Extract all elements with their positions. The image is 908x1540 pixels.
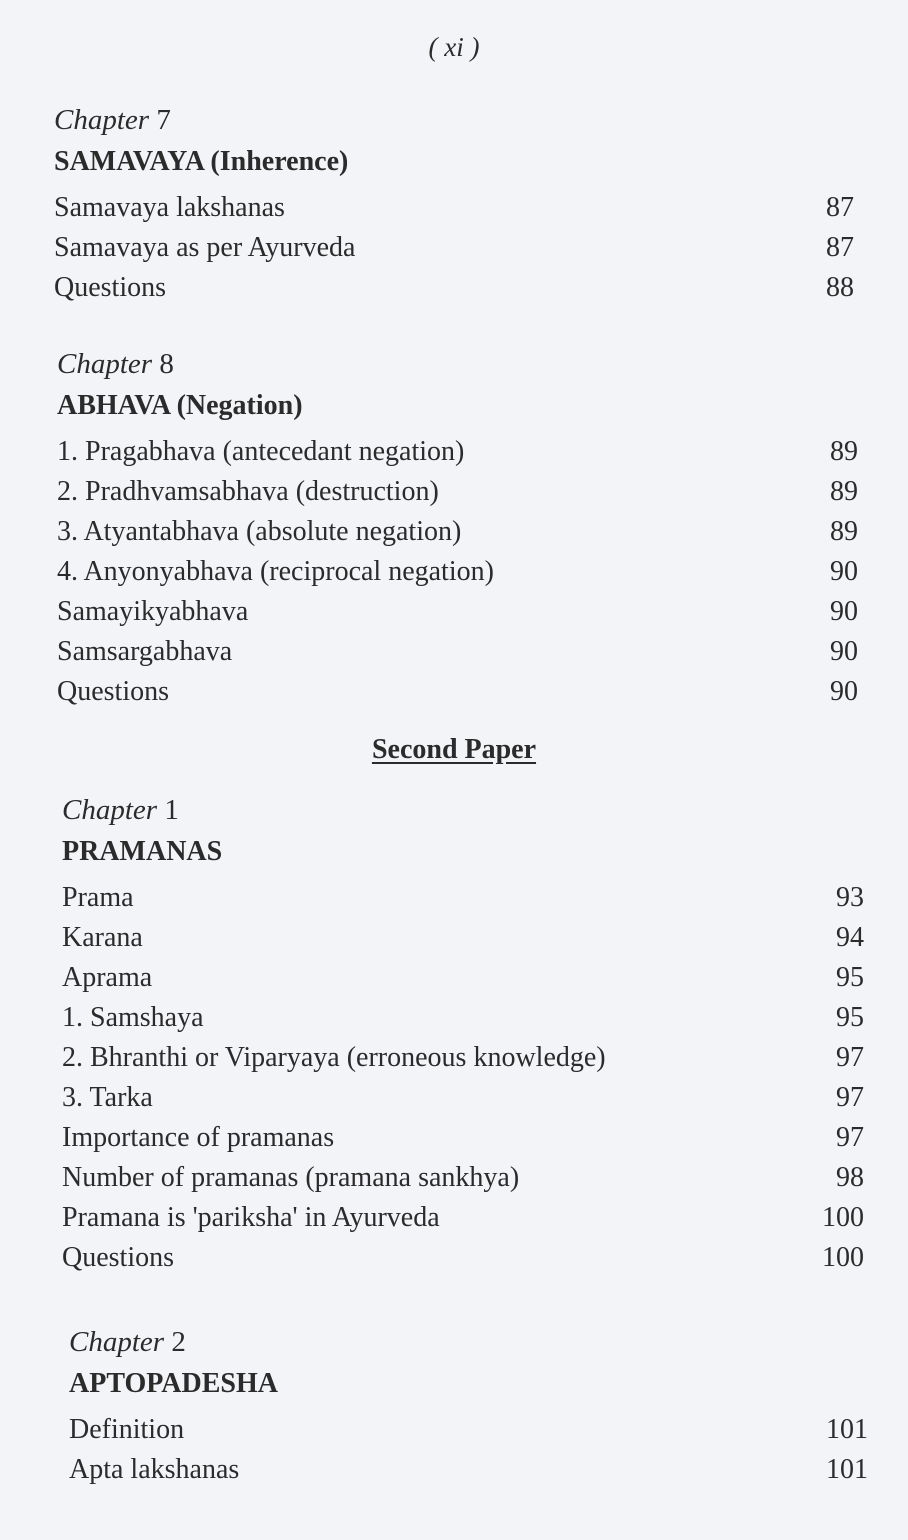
toc-entry (62, 918, 864, 958)
toc-entry-page: 97 (836, 1042, 864, 1073)
toc-entry-page: 97 (836, 1122, 864, 1153)
toc-entry-title: Samayikyabhava (57, 596, 249, 627)
toc-entry (62, 1038, 864, 1078)
toc-entry (54, 268, 854, 308)
toc-entry (57, 672, 858, 712)
chapter-word: Chapter (57, 348, 153, 380)
toc-entry-title: Pramana is 'pariksha' in Ayurveda (62, 1202, 440, 1233)
chapter-title: SAMAVAYA (Inherence) (54, 146, 349, 177)
chapter-section (69, 1322, 868, 1490)
toc-entry (69, 1410, 868, 1450)
toc-entry-page: 100 (822, 1202, 864, 1233)
toc-entry (62, 1078, 864, 1118)
toc-entry-page: 95 (836, 962, 864, 993)
toc-entry (62, 958, 864, 998)
chapter-section (57, 344, 858, 712)
toc-entry-title: Aprama (62, 962, 153, 993)
chapter-title: ABHAVA (Negation) (57, 390, 303, 421)
toc-entry (57, 632, 858, 672)
chapter-number: 7 (156, 104, 171, 136)
chapter-section (62, 790, 864, 1278)
toc-entry-page: 90 (830, 636, 858, 667)
toc-entry-page: 89 (830, 516, 858, 547)
toc-entry (62, 1198, 864, 1238)
toc-entry-page: 100 (822, 1242, 864, 1273)
toc-entry (57, 592, 858, 632)
toc-entry-page: 89 (830, 476, 858, 507)
toc-entry-title: Karana (62, 922, 143, 953)
toc-entry-title: 3. Tarka (62, 1082, 153, 1113)
toc-entry-page: 101 (826, 1414, 868, 1445)
toc-entry-title: Questions (54, 272, 166, 303)
toc-entry-title: Samavaya as per Ayurveda (54, 232, 356, 263)
toc-entry-title: Samsargabhava (57, 636, 233, 667)
toc-entry (62, 998, 864, 1038)
toc-entry-page: 98 (836, 1162, 864, 1193)
toc-entry-page: 89 (830, 436, 858, 467)
chapter-title: APTOPADESHA (69, 1368, 278, 1399)
toc-entry-title: Prama (62, 882, 134, 913)
chapter-word: Chapter (62, 794, 158, 826)
toc-entry-title: Definition (69, 1414, 185, 1445)
page-number: ( xi ) (428, 32, 480, 62)
chapter-section (54, 100, 854, 308)
chapter-label (54, 100, 854, 140)
toc-entry-title: 2. Bhranthi or Viparyaya (erroneous knowledge) (62, 1042, 606, 1073)
toc-entry (57, 472, 858, 512)
toc-entry (57, 512, 858, 552)
toc-entry-title: Questions (62, 1242, 174, 1273)
chapter-title: PRAMANAS (62, 836, 223, 867)
paper-heading: Second Paper (371, 734, 537, 765)
toc-entry (62, 1118, 864, 1158)
toc-entry-page: 87 (826, 232, 854, 263)
toc-entry-page: 93 (836, 882, 864, 913)
toc-entry-title: 1. Pragabhava (antecedant negation) (57, 436, 465, 467)
chapter-label (62, 790, 864, 830)
chapter-word: Chapter (54, 104, 150, 136)
chapter-label (57, 344, 858, 384)
toc-entry-title: 2. Pradhvamsabhava (destruction) (57, 476, 439, 507)
toc-entry-page: 90 (830, 556, 858, 587)
chapter-label (69, 1322, 868, 1362)
toc-entry (69, 1450, 868, 1490)
chapter-number: 8 (159, 348, 174, 380)
toc-entry-title: Apta lakshanas (69, 1454, 240, 1485)
toc-entry (62, 1158, 864, 1198)
toc-entry-title: 4. Anyonyabhava (reciprocal negation) (57, 556, 494, 587)
toc-entry-page: 87 (826, 192, 854, 223)
toc-entry (62, 1238, 864, 1278)
toc-entry-title: Number of pramanas (pramana sankhya) (62, 1162, 520, 1193)
toc-entry (54, 228, 854, 268)
toc-entry-page: 101 (826, 1454, 868, 1485)
toc-entry-title: Importance of pramanas (62, 1122, 335, 1153)
toc-entry-page: 90 (830, 676, 858, 707)
toc-entry-title: 1. Samshaya (62, 1002, 204, 1033)
toc-entry (54, 188, 854, 228)
chapter-word: Chapter (69, 1326, 165, 1358)
toc-entry-page: 94 (836, 922, 864, 953)
toc-entry (57, 432, 858, 472)
toc-entry (57, 552, 858, 592)
toc-entry-title: Samavaya lakshanas (54, 192, 285, 223)
chapter-number: 2 (171, 1326, 186, 1358)
toc-entry-page: 88 (826, 272, 854, 303)
toc-entry-page: 95 (836, 1002, 864, 1033)
toc-entry (62, 878, 864, 918)
toc-entry-page: 97 (836, 1082, 864, 1113)
toc-entry-title: Questions (57, 676, 169, 707)
toc-entry-page: 90 (830, 596, 858, 627)
chapter-number: 1 (164, 794, 179, 826)
toc-entry-title: 3. Atyantabhava (absolute negation) (57, 516, 462, 547)
